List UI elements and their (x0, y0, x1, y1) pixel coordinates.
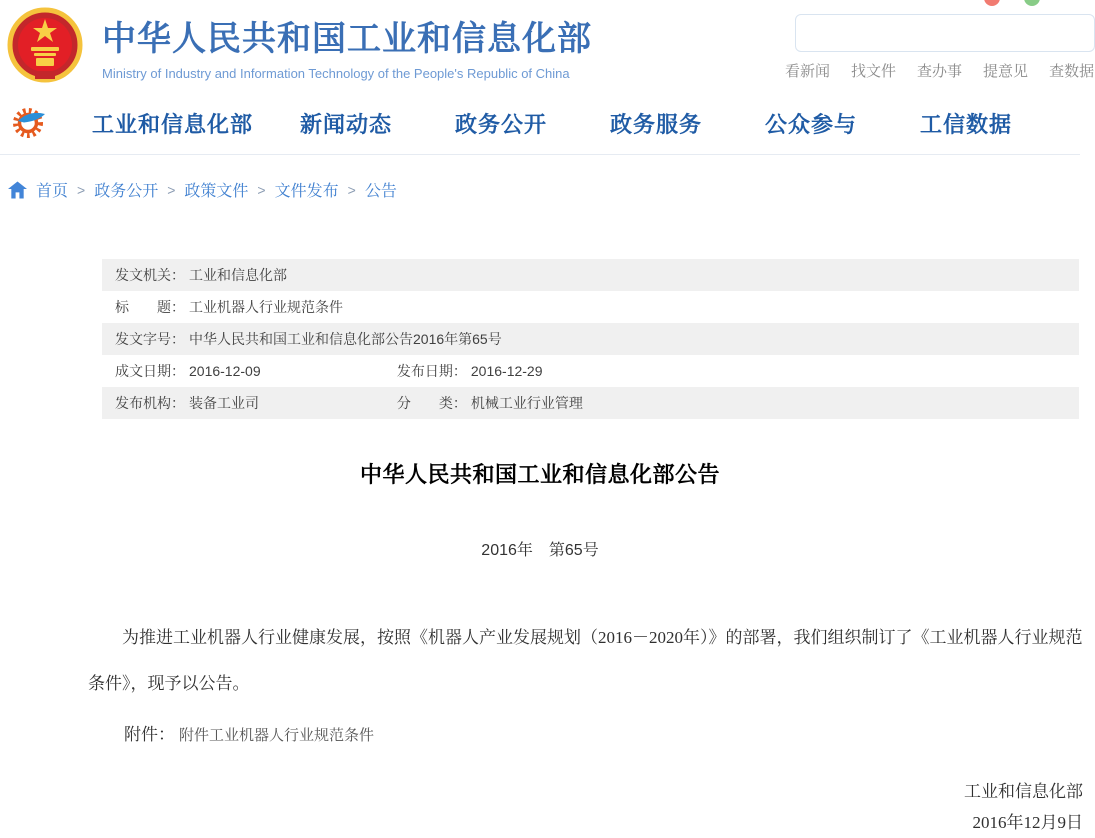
site-header (0, 0, 1095, 90)
meta-value-category: 机械工业行业管理 (470, 395, 583, 411)
breadcrumb-separator: > (77, 181, 86, 198)
breadcrumb-document-release[interactable]: 文件发布 (274, 183, 339, 200)
site-title-block (102, 11, 592, 81)
meta-value-written-date: 2016-12-09 (189, 363, 261, 379)
breadcrumb-separator: > (257, 181, 266, 198)
meta-value-title: 工业机器人行业规范条件 (189, 299, 343, 315)
site-subtitle-en: Ministry of Industry and Information Technology of the People's Republic of China (102, 66, 570, 81)
red-dot-icon[interactable] (984, 0, 1000, 6)
signature-block (88, 776, 1083, 838)
announcement-body: 为推进工业机器人行业健康发展，按照《机器人产业发展规划（2016－2020年）》的部署，我们组织制订了《工业机器人行业规范条件》，现予以公告。 (88, 628, 1083, 693)
breadcrumb-gov-disclosure[interactable]: 政务公开 (94, 183, 159, 200)
nav-item-gov-services[interactable]: 政务服务 (610, 112, 703, 137)
attachment-link[interactable]: 附件工业机器人行业规范条件 (179, 728, 375, 744)
quick-link-documents[interactable]: 找文件 (851, 63, 897, 80)
breadcrumb-separator: > (347, 181, 356, 198)
attachment-label: 附件： (124, 725, 175, 744)
meta-label-document-number: 发文字号： (115, 331, 185, 347)
meta-value-issuing-agency: 工业和信息化部 (189, 267, 287, 283)
signature-date: 2016年12月9日 (972, 813, 1083, 832)
meta-label-publishing-org: 发布机构： (115, 395, 185, 411)
table-row (102, 259, 1079, 291)
meta-value-publish-date: 2016-12-29 (470, 363, 543, 379)
nav-item-news[interactable]: 新闻动态 (300, 112, 393, 137)
quick-link-data[interactable]: 查数据 (1049, 63, 1095, 80)
meta-label-title: 标 题： (115, 299, 185, 315)
table-row (102, 323, 1079, 355)
breadcrumb-policy-documents[interactable]: 政策文件 (184, 183, 249, 200)
main-nav (0, 90, 1080, 155)
meta-value-publishing-org: 装备工业司 (189, 395, 259, 411)
nav-item-miit-data[interactable]: 工信数据 (920, 112, 1013, 137)
quick-link-services[interactable]: 查办事 (917, 63, 963, 80)
table-row (102, 355, 1079, 387)
national-emblem-icon (5, 5, 85, 85)
site-title: 中华人民共和国工业和信息化部 (102, 20, 592, 58)
attachment-line (88, 720, 374, 745)
nav-item-gov-disclosure[interactable]: 政务公开 (455, 112, 548, 137)
nav-item-miit[interactable]: 工业和信息化部 (92, 112, 254, 137)
quick-link-feedback[interactable]: 提意见 (983, 63, 1029, 80)
table-row (102, 291, 1079, 323)
meta-label-publish-date: 发布日期： (396, 363, 467, 379)
signature-agency: 工业和信息化部 (964, 782, 1083, 801)
breadcrumb (8, 178, 397, 201)
breadcrumb-separator: > (167, 181, 176, 198)
search-input[interactable] (795, 14, 1095, 52)
page-title: 中华人民共和国工业和信息化部公告 (359, 462, 720, 487)
green-dot-icon[interactable] (1024, 0, 1040, 6)
nav-item-public-participation[interactable]: 公众参与 (765, 112, 858, 137)
meta-label-issuing-agency: 发文机关： (115, 267, 185, 283)
breadcrumb-announcement[interactable]: 公告 (364, 183, 397, 200)
meta-label-written-date: 成文日期： (115, 363, 185, 379)
miit-gear-logo-icon[interactable] (12, 104, 48, 140)
meta-label-category: 分 类： (396, 395, 467, 411)
quick-link-news[interactable]: 看新闻 (785, 63, 831, 80)
home-icon[interactable] (8, 181, 27, 199)
issue-number: 2016年 第65号 (481, 542, 599, 559)
breadcrumb-home[interactable]: 首页 (36, 183, 69, 200)
document-meta-table (102, 259, 1079, 419)
meta-value-document-number: 中华人民共和国工业和信息化部公告2016年第65号 (189, 331, 502, 347)
table-row (102, 387, 1079, 419)
quick-links (785, 60, 1094, 81)
